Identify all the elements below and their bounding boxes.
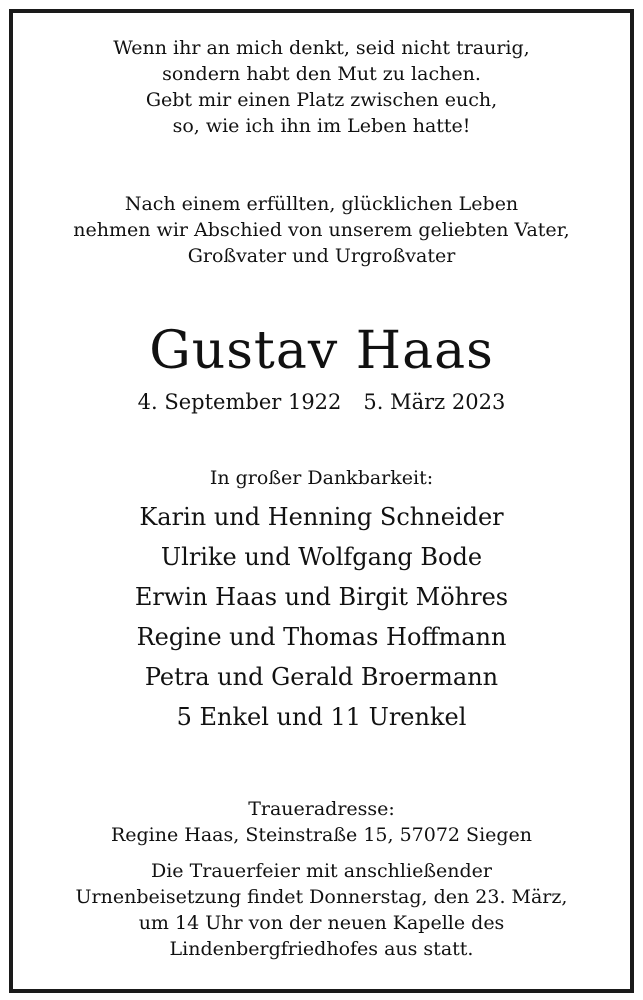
intro-line: nehmen wir Abschied von unserem geliebten Vater,	[73, 219, 570, 241]
intro-line: Großvater und Urgroßvater	[187, 245, 456, 267]
ceremony-line: um 14 Uhr von der neuen Kapelle des	[138, 912, 505, 934]
family-member: Ulrike und Wolfgang Bode	[160, 543, 483, 571]
ceremony-info	[0, 858, 643, 962]
gratitude-line: In großer Dankbarkeit:	[209, 467, 434, 489]
ceremony-line: Lindenbergfriedhofes aus statt.	[169, 938, 474, 960]
address-line: Regine Haas, Steinstraße 15, 57072 Siegen	[110, 824, 533, 846]
poem	[0, 35, 643, 139]
poem-line: sondern habt den Mut zu lachen.	[162, 63, 481, 85]
poem-line: Gebt mir einen Platz zwischen euch,	[145, 89, 498, 111]
death-date: 5. März 2023	[363, 390, 506, 414]
ceremony-line: Urnenbeisetzung findet Donnerstag, den 23. März,	[75, 886, 568, 908]
birth-date: 4. September 1922	[137, 390, 342, 414]
ceremony-line: Die Trauerfeier mit anschließender	[151, 860, 492, 882]
mourning-address	[0, 796, 643, 848]
poem-line: so, wie ich ihn im Leben hatte!	[172, 115, 471, 137]
family-member: Petra und Gerald Broermann	[144, 663, 499, 691]
poem-line: Wenn ihr an mich denkt, seid nicht traurig,	[113, 37, 530, 59]
address-heading: Traueradresse:	[248, 798, 395, 820]
intro-line: Nach einem erfüllten, glücklichen Leben	[124, 193, 519, 215]
intro-text	[0, 191, 643, 269]
family-member: Karin und Henning Schneider	[139, 503, 504, 531]
life-dates	[0, 388, 643, 416]
deceased-name: Gustav Haas	[149, 321, 494, 381]
family-member: Regine und Thomas Hoffmann	[136, 623, 507, 651]
family-list	[0, 497, 643, 737]
family-member: Erwin Haas und Birgit Möhres	[134, 583, 509, 611]
family-member: 5 Enkel und 11 Urenkel	[176, 703, 467, 731]
